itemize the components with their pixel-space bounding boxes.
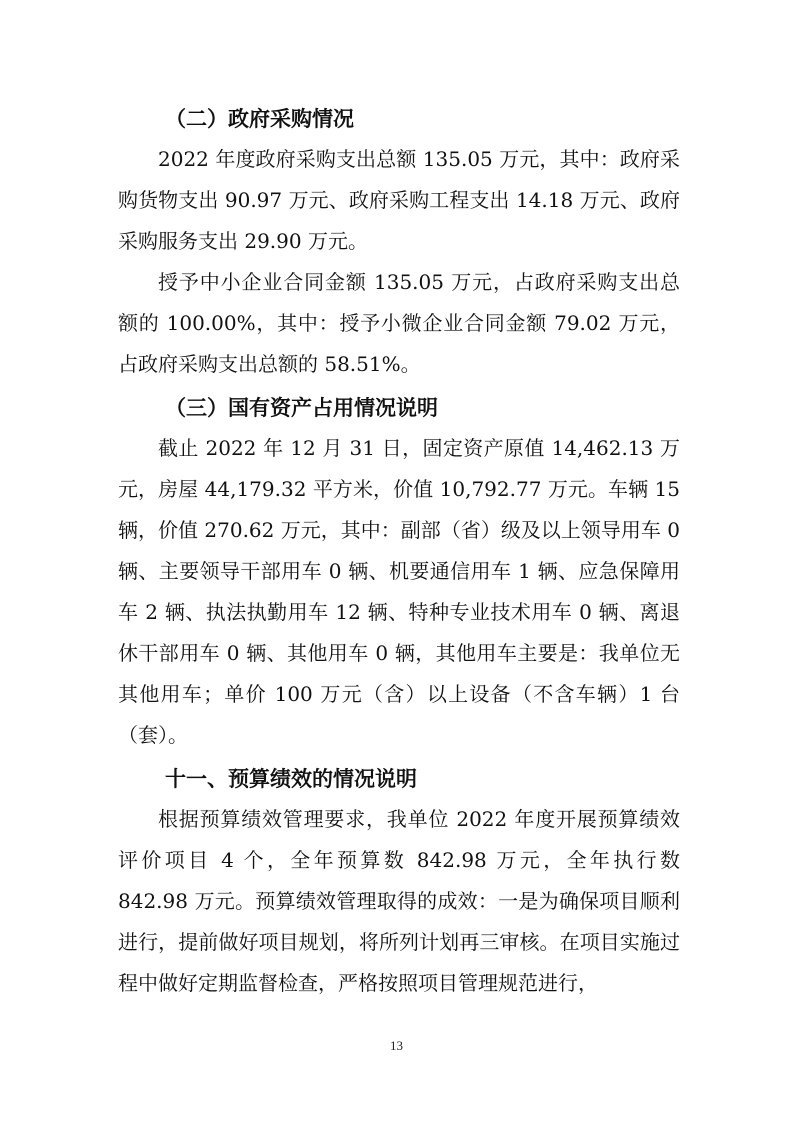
paragraph-sme-contracts: 授予中小企业合同金额 135.05 万元，占政府采购支出总额的 100.00%，其中：授予小微企业合同金额 79.02 万元，占政府采购支出总额的 58.51%。	[118, 270, 680, 376]
section-heading-procurement: （二）政府采购情况	[165, 107, 354, 131]
page-number: 13	[390, 1038, 403, 1053]
paragraph-assets: 截止 2022 年 12 月 31 日，固定资产原值 14,462.13 万元，房屋 44,179.32 平方米，价值 10,792.77 万元。车辆 15 辆，价值 270.62 万元，其中：副部（省）级及以上领导用车 0 辆、主要领导干部用车 0 辆、机要通信用车 1 辆、应急保障用车 2 辆、执法执勤用车 12 辆、特种专业技术用车 0 辆、离退休干部用车 0 辆、其他用车 0 辆，其他用车主要是：我单位无其他用车；单价 100 万元（含）以上设备（不含车辆）1 台（套）。	[118, 436, 680, 747]
paragraph-performance: 根据预算绩效管理要求，我单位 2022 年度开展预算绩效评价项目 4 个，全年预算数 842.98 万元，全年执行数 842.98 万元。预算绩效管理取得的成效：一是为确保项目顺利进行，提前做好项目规划，将所列计划再三审核。在项目实施过程中做好定期监督检查，严格按照项目管理规范进行，	[118, 807, 680, 995]
section-heading-assets: （三）国有资产占用情况说明	[165, 396, 438, 420]
paragraph-procurement-spending: 2022 年度政府采购支出总额 135.05 万元，其中：政府采购货物支出 90.97 万元、政府采购工程支出 14.18 万元、政府采购服务支出 29.90 万元。	[118, 147, 680, 253]
section-heading-performance: 十一、预算绩效的情况说明	[165, 767, 417, 791]
